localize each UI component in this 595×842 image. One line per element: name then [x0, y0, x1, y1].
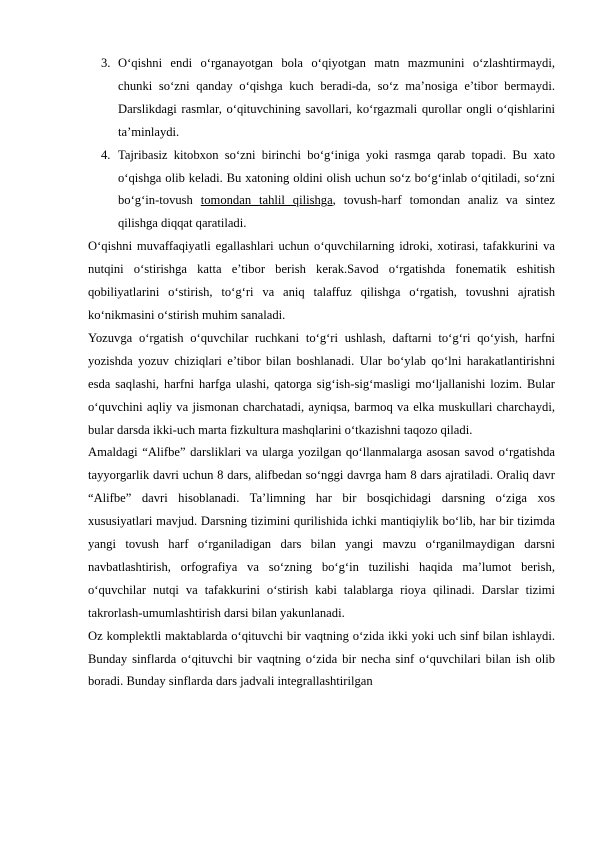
list-item	[88, 52, 555, 144]
list-item-number: 4.	[101, 147, 111, 162]
document-page	[88, 52, 555, 693]
list-item-text: Tajribasiz kitobxon so‘zni birinchi bo‘g‘iniga yoki rasmga qarab topadi. Bu xato o‘qishga olib keladi. Bu xatoning oldini olish uchun so‘z bo‘g‘inlab o‘qitiladi, so‘zni bo‘g‘in-tovush	[118, 147, 555, 208]
list-item-text: O‘qishni endi o‘rganayotgan bola o‘qiyotgan matn mazmunini o‘zlashtirmaydi, chunki so‘zni qanday o‘qishga kuch beradi-da, so‘z ma’nosiga e’tibor bermaydi. Darslikdagi rasmlar, o‘qituvchining savollari, ko‘rgazmali qurollar ongli o‘qishlarini ta’minlaydi.	[118, 56, 555, 139]
list-item-number: 3.	[101, 56, 111, 70]
list-item-text-end: , tovush-harf tomondan analiz va sintez qilishga diqqat qaratiladi.	[118, 193, 555, 231]
paragraph-small-schools: Oz komplektli maktablarda o‘qituvchi bir vaqtning o‘zida ikki yoki uch sinf bilan ishlaydi. Bunday sinflarda o‘qituvchi bir vaqtning o‘zida bir necha sinf o‘quvchilari bilan ish olib boradi. Bunday sinflarda dars jadvali integrallashtirilgan	[88, 628, 555, 689]
underlined-link[interactable]: tomondan tahlil qilishga	[200, 193, 333, 208]
paragraph-cognition: O‘qishni muvaffaqiyatli egallashlari uchun o‘quvchilarning idroki, xotirasi, tafakkurini va nutqini o‘stirishga katta e’tibor berish kerak.Savod o‘rgatishda fonematik eshitish qobiliyatlarini o‘stirish, to‘g‘ri va aniq talaffuz qilishga o‘rgatish, tovushni ajratish ko‘nikmasini o‘stirish muhim sanaladi.	[88, 239, 555, 322]
paragraph-writing: Yozuvga o‘rgatish o‘quvchilar ruchkani to‘g‘ri ushlash, daftarni to‘g‘ri qo‘yish, harfni yozishda yozuv chiziqlari e’tibor bilan boshlanadi. Ular bo‘ylab qo‘lni harakatlantirishni esda saqlashi, harfni harfga ulashi, qatorga sig‘ish-sig‘masligi mo‘ljallanishi lozim. Bular o‘quvchini aqliy va jismonan charchatadi, ayniqsa, barmoq va elka muskullari charchaydi, bular darsda ikki-uch marta fizkultura mashqlarini o‘tkazishni taqozo qiladi.	[88, 330, 555, 437]
paragraph-alifbe: Amaldagi “Alifbe” darsliklari va ularga yozilgan qo‘llanmalarga asosan savod o‘rgatishda tayyorgarlik davri uchun 8 dars, alifbedan so‘nggi davrga ham 8 dars ajratiladi. Oraliq davr “Alifbe” davri hisoblanadi. Ta’limning har bir bosqichidagi darsning o‘ziga xos xususiyatlari mavjud. Darsning tizimini qurilishida ichki mantiqiylik bo‘lib, har bir tizimda yangi tovush harf o‘rganiladigan dars bilan yangi mavzu o‘rganilmaydigan darsni navbatlashtirish, orfografiya va so‘zning bo‘g‘in tuzilishi haqida ma’lumot berish, o‘quvchilar nutqi va tafakkurini o‘stirish kabi talablarga rioya qilinadi. Darslar tizimi takrorlash-umumlashtirish darsi bilan yakunlanadi.	[88, 445, 555, 620]
list-item	[88, 144, 555, 236]
